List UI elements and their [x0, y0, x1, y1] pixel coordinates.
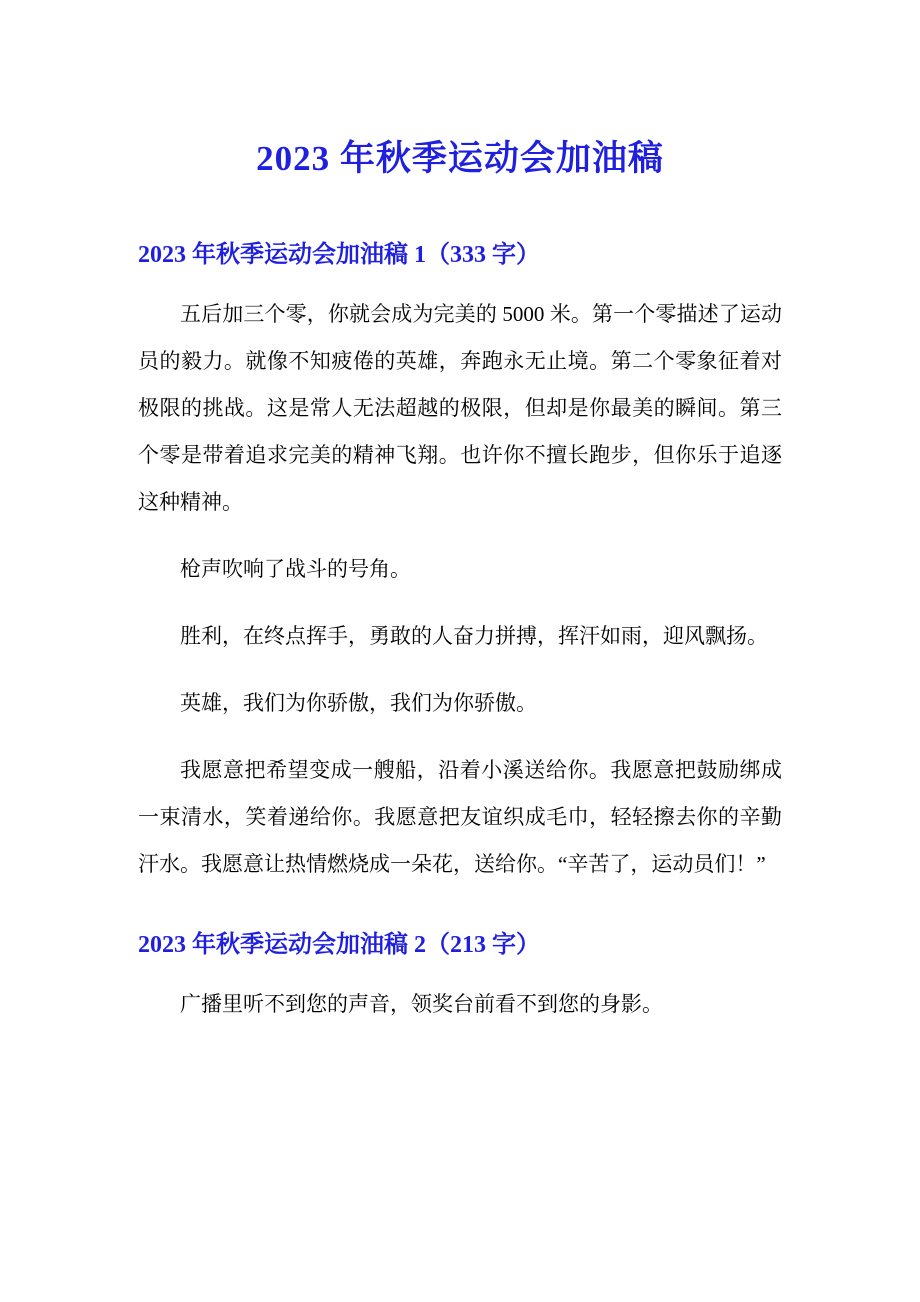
section-1 — [138, 240, 782, 888]
section-1-paragraph-1: 五后加三个零，你就会成为完美的 5000 米。第一个零描述了运动员的毅力。就像不知疲倦的英雄，奔跑永无止境。第二个零象征着对极限的挑战。这是常人无法超越的极限，但却是你最美的瞬间。第三个零是带着追求完美的精神飞翔。也许你不擅长跑步，但你乐于追逐这种精神。 — [138, 302, 782, 515]
section-1-paragraph-5: 我愿意把希望变成一艘船，沿着小溪送给你。我愿意把鼓励绑成一束清水，笑着递给你。我愿意把友谊织成毛巾，轻轻擦去你的辛勤汗水。我愿意让热情燃烧成一朵花，送给你。“辛苦了，运动员们！” — [138, 758, 782, 877]
document-title: 2023 年秋季运动会加油稿 — [256, 139, 664, 178]
section-1-paragraph-2: 枪声吹响了战斗的号角。 — [180, 557, 411, 582]
section-2-heading: 2023 年秋季运动会加油稿 2（213 字） — [138, 932, 540, 959]
section-1-paragraph-3: 胜利，在终点挥手，勇敢的人奋力拼搏，挥汗如雨，迎风飘扬。 — [180, 624, 768, 649]
section-2-paragraph-1: 广播里听不到您的声音，领奖台前看不到您的身影。 — [180, 992, 663, 1017]
section-1-paragraph-4: 英雄，我们为你骄傲，我们为你骄傲。 — [180, 691, 537, 716]
section-1-heading: 2023 年秋季运动会加油稿 1（333 字） — [138, 242, 540, 268]
section-2 — [138, 930, 782, 1028]
